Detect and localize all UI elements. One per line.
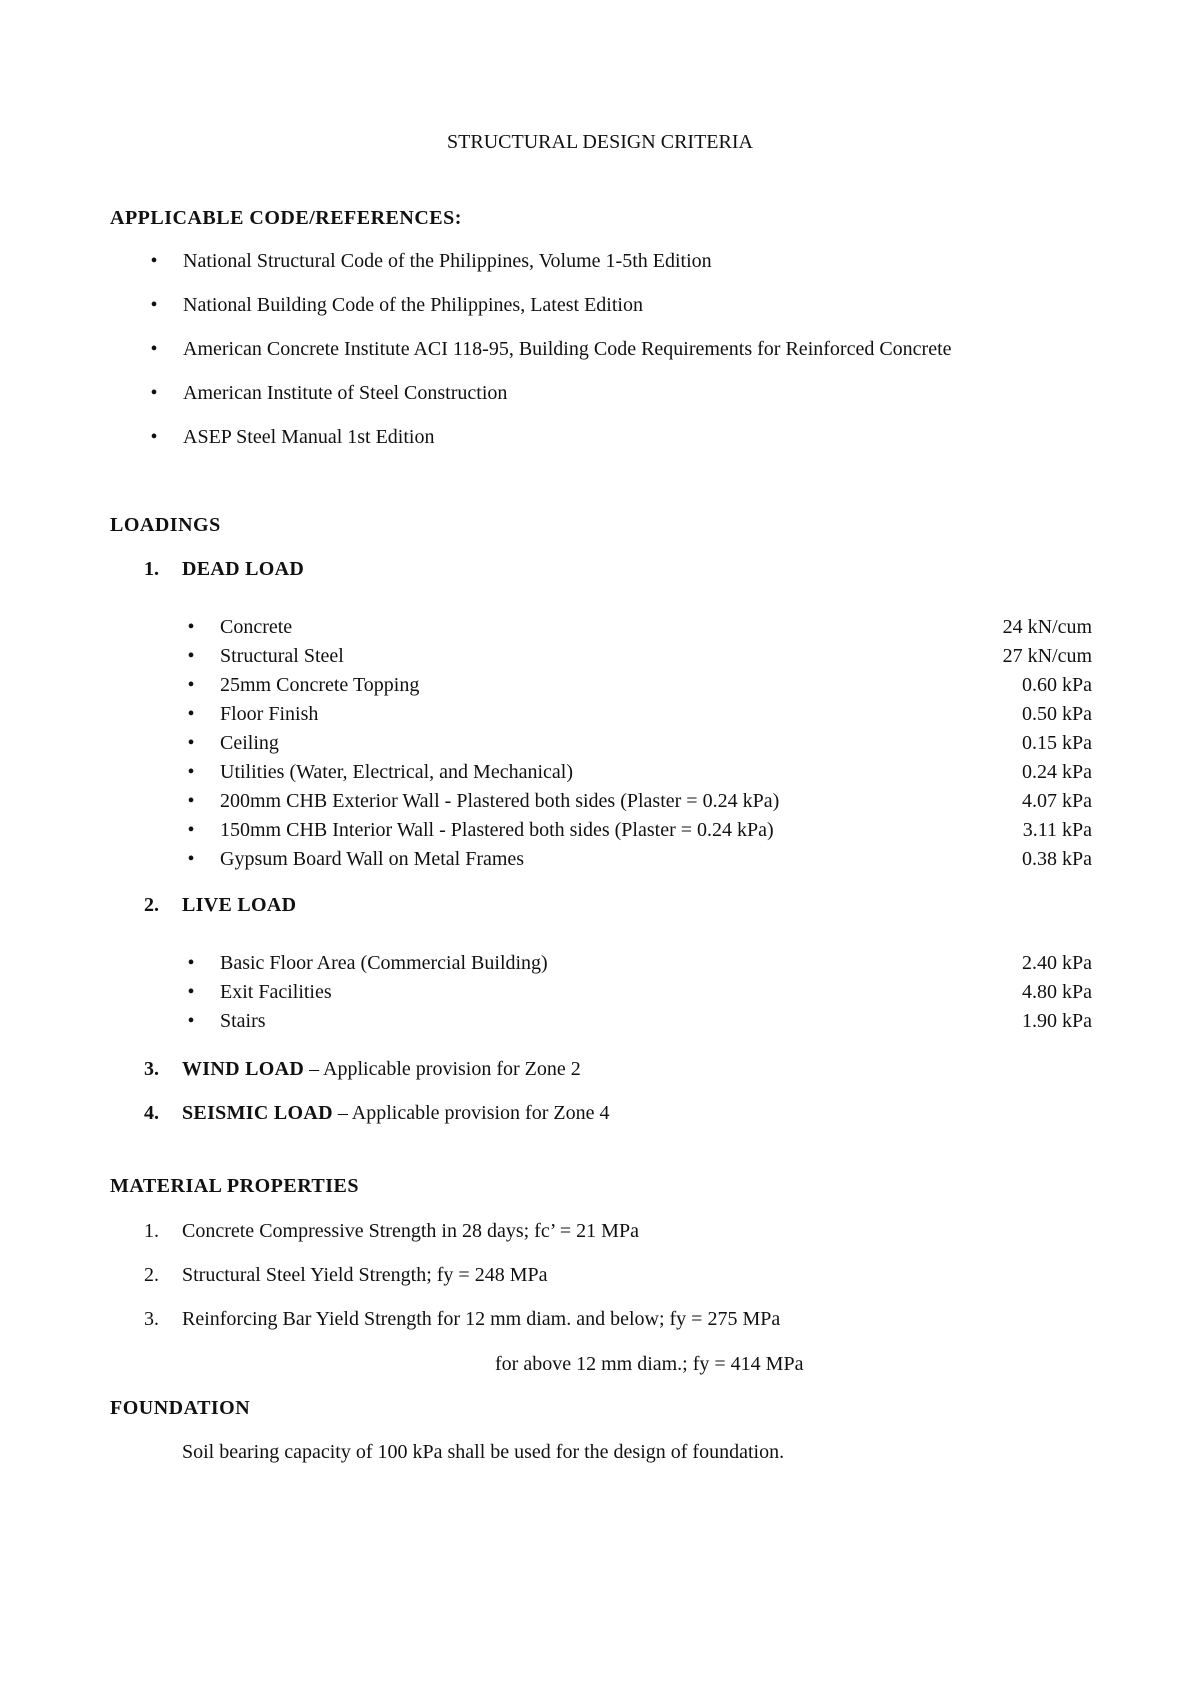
bullet-icon: • (187, 674, 195, 696)
wind-load-title: WIND LOAD (182, 1058, 305, 1080)
seismic-load-title: SEISMIC LOAD (182, 1102, 333, 1124)
load-value: 27 kN/cum (1002, 645, 1092, 667)
load-label: Concrete (220, 616, 293, 638)
bullet-icon: • (187, 981, 195, 1003)
bullet-icon: • (187, 952, 195, 974)
bullet-icon: • (187, 703, 195, 725)
bullet-icon: • (187, 616, 195, 638)
load-label: Utilities (Water, Electrical, and Mechanical) (220, 761, 573, 783)
load-value: 0.24 kPa (1022, 761, 1092, 783)
load-value: 3.11 kPa (1022, 819, 1092, 841)
code-item-text: National Structural Code of the Philippines, Volume 1-5th Edition (183, 250, 712, 272)
load-label: Structural Steel (220, 645, 344, 667)
load-value: 1.90 kPa (1022, 1010, 1092, 1032)
foundation-text: Soil bearing capacity of 100 kPa shall be used for the design of foundation. (182, 1441, 785, 1463)
load-label: Floor Finish (220, 703, 319, 725)
load-label: Ceiling (220, 732, 279, 754)
code-item-text: American Concrete Institute ACI 118-95, Building Code Requirements for Reinforced Concrete (183, 338, 952, 360)
dead-load-row (182, 788, 1092, 814)
item-number: 3. (144, 1058, 159, 1080)
bullet-icon: • (187, 732, 195, 754)
codes-heading: APPLICABLE CODE/REFERENCES: (110, 207, 462, 229)
dead-load-title: DEAD LOAD (182, 558, 305, 580)
item-number: 3. (144, 1308, 159, 1330)
load-value: 0.38 kPa (1022, 848, 1092, 870)
item-number: 4. (144, 1102, 159, 1124)
bullet-icon: • (150, 426, 158, 448)
load-value: 0.50 kPa (1022, 703, 1092, 725)
live-load-row (182, 979, 1092, 1005)
materials-heading: MATERIAL PROPERTIES (110, 1175, 360, 1197)
load-value: 0.15 kPa (1022, 732, 1092, 754)
load-label: Basic Floor Area (Commercial Building) (220, 952, 548, 974)
dead-load-row (182, 672, 1092, 698)
dead-load-row (182, 614, 1092, 640)
wind-load-text: – Applicable provision for Zone 2 (304, 1058, 581, 1080)
load-label: 150mm CHB Interior Wall - Plastered both sides (Plaster = 0.24 kPa) (220, 819, 774, 841)
bullet-icon: • (187, 790, 195, 812)
dead-load-row (182, 817, 1092, 843)
item-number: 2. (144, 1264, 159, 1286)
foundation-heading: FOUNDATION (110, 1397, 251, 1419)
bullet-icon: • (187, 819, 195, 841)
dead-load-row (182, 759, 1092, 785)
item-number: 1. (144, 558, 159, 580)
material-text: Reinforcing Bar Yield Strength for 12 mm diam. and below; fy = 275 MPa (182, 1308, 781, 1330)
code-item-text: National Building Code of the Philippines, Latest Edition (183, 294, 643, 316)
bullet-icon: • (187, 848, 195, 870)
seismic-load-text: – Applicable provision for Zone 4 (332, 1102, 610, 1124)
seismic-load-line (182, 1101, 609, 1125)
load-value: 4.07 kPa (1022, 790, 1092, 812)
bullet-icon: • (187, 1010, 195, 1032)
wind-load-line (182, 1057, 581, 1081)
item-number: 1. (144, 1220, 159, 1242)
load-label: Gypsum Board Wall on Metal Frames (220, 848, 525, 870)
load-value: 4.80 kPa (1022, 981, 1092, 1003)
code-item-text: ASEP Steel Manual 1st Edition (183, 426, 435, 448)
live-load-row (182, 1008, 1092, 1034)
load-label: 25mm Concrete Topping (220, 674, 420, 696)
live-load-row (182, 950, 1092, 976)
bullet-icon: • (150, 382, 158, 404)
bullet-icon: • (150, 294, 158, 316)
dead-load-row (182, 643, 1092, 669)
material-text: Structural Steel Yield Strength; fy = 248 MPa (182, 1264, 548, 1286)
material-continuation: for above 12 mm diam.; fy = 414 MPa (495, 1353, 804, 1375)
load-label: Stairs (220, 1010, 266, 1032)
load-value: 24 kN/cum (1002, 616, 1092, 638)
load-label: 200mm CHB Exterior Wall - Plastered both sides (Plaster = 0.24 kPa) (220, 790, 780, 812)
bullet-icon: • (187, 761, 195, 783)
bullet-icon: • (150, 250, 158, 272)
bullet-icon: • (150, 338, 158, 360)
live-load-title: LIVE LOAD (182, 894, 297, 916)
load-label: Exit Facilities (220, 981, 332, 1003)
item-number: 2. (144, 894, 159, 916)
dead-load-row (182, 730, 1092, 756)
bullet-icon: • (187, 645, 195, 667)
material-text: Concrete Compressive Strength in 28 days; fc’ = 21 MPa (182, 1220, 639, 1242)
code-item-text: American Institute of Steel Construction (183, 382, 508, 404)
dead-load-row (182, 701, 1092, 727)
loadings-heading: LOADINGS (110, 514, 221, 536)
load-value: 0.60 kPa (1022, 674, 1092, 696)
document-title: STRUCTURAL DESIGN CRITERIA (447, 131, 753, 153)
dead-load-row (182, 846, 1092, 872)
load-value: 2.40 kPa (1022, 952, 1092, 974)
